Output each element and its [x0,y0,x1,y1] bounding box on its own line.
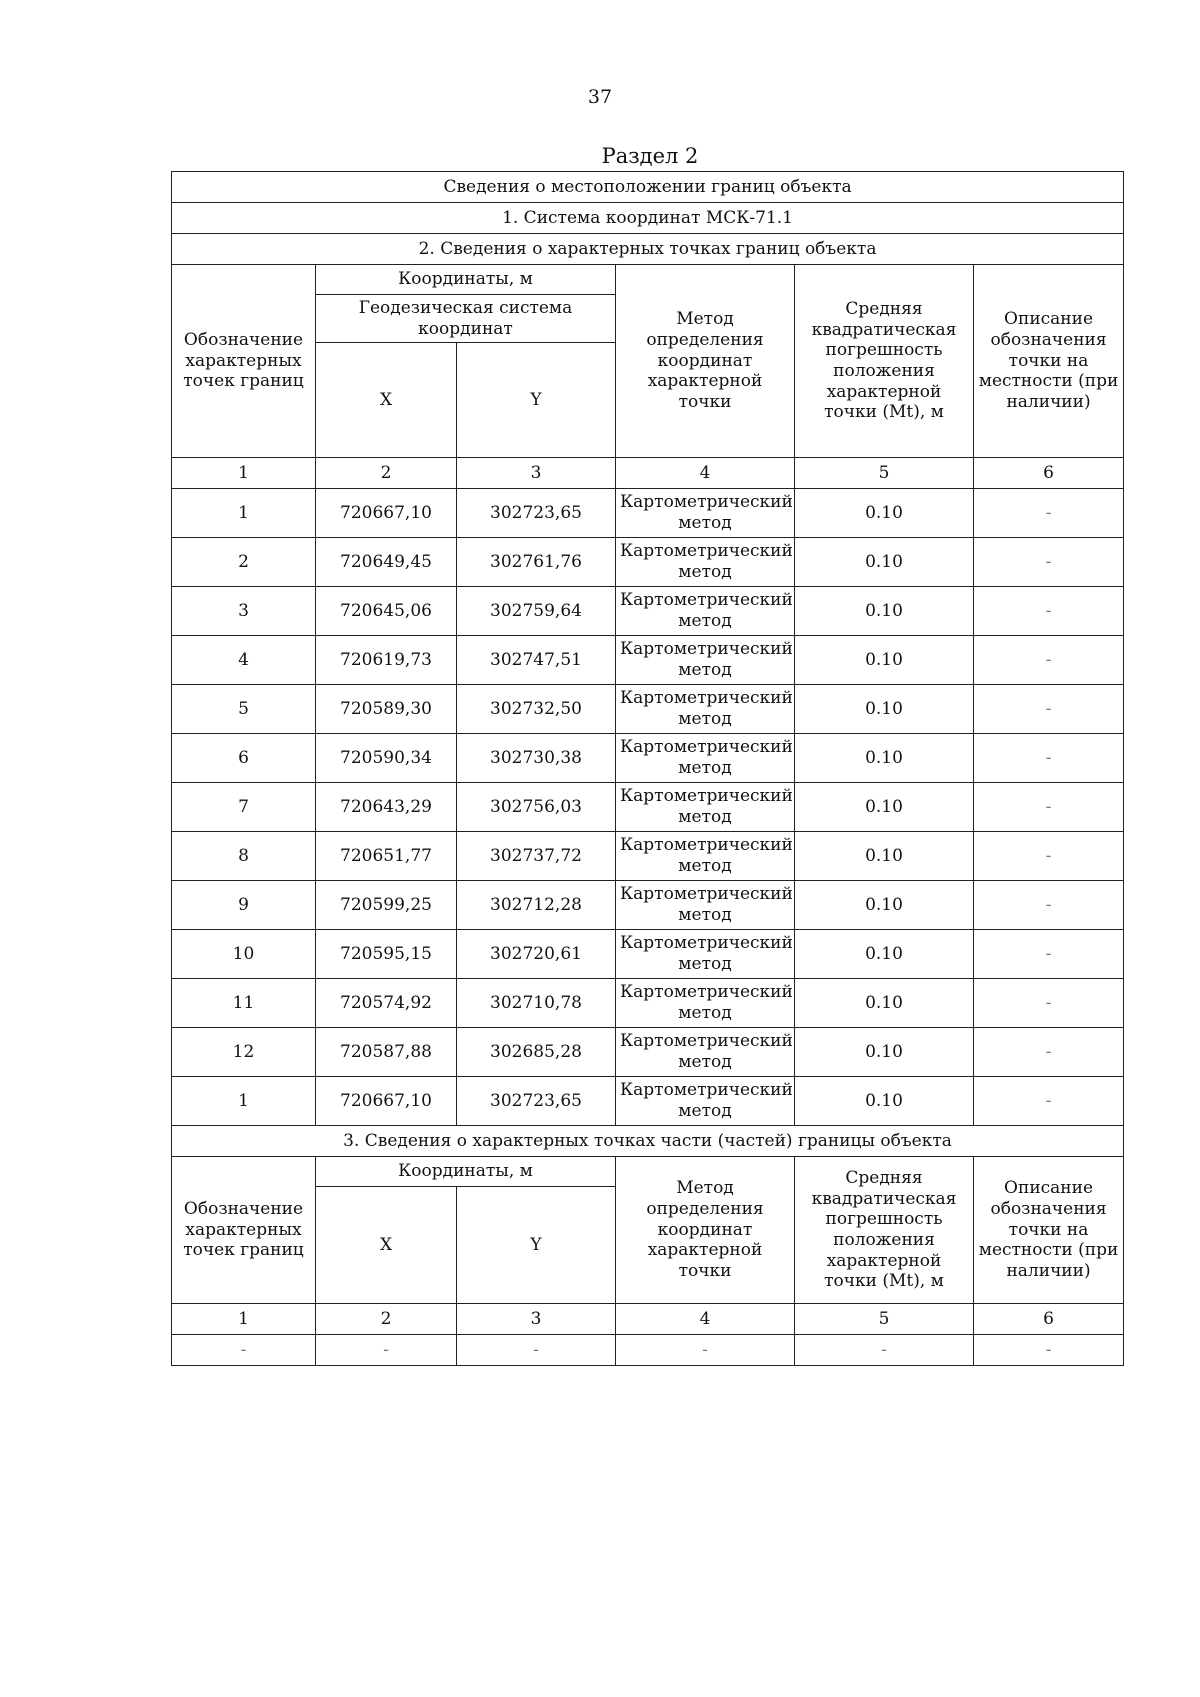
point-cell: 8 [172,832,316,881]
method-cell: Картометрический метод [616,636,795,685]
error-cell: 0.10 [795,734,974,783]
description-cell: - [974,930,1124,979]
empty-cell: - [316,1335,457,1366]
y-cell: 302737,72 [457,832,616,881]
header-description: Описание обозначения точки на местности (при наличии) [974,265,1124,458]
header-x: X [316,343,457,458]
table-title: Сведения о местоположении границ объекта [172,172,1124,203]
y-cell: 302720,61 [457,930,616,979]
method-cell: Картометрический метод [616,538,795,587]
column-number: 6 [974,1304,1124,1335]
table-row [172,881,1124,930]
y-cell: 302747,51 [457,636,616,685]
x-cell: 720651,77 [316,832,457,881]
point-cell: 12 [172,1028,316,1077]
method-cell: Картометрический метод [616,979,795,1028]
column-number: 2 [316,458,457,489]
y-cell: 302730,38 [457,734,616,783]
method-cell: Картометрический метод [616,489,795,538]
error-cell: 0.10 [795,685,974,734]
description-cell: - [974,979,1124,1028]
method-cell: Картометрический метод [616,930,795,979]
header-error: Средняя квадратическая погрешность положения характерной точки (Mt), м [795,1157,974,1304]
error-cell: 0.10 [795,636,974,685]
y-cell: 302723,65 [457,489,616,538]
x-cell: 720619,73 [316,636,457,685]
point-cell: 11 [172,979,316,1028]
description-cell: - [974,881,1124,930]
column-number: 5 [795,1304,974,1335]
description-cell: - [974,587,1124,636]
point-cell: 10 [172,930,316,979]
y-cell: 302761,76 [457,538,616,587]
error-cell: 0.10 [795,538,974,587]
column-number: 5 [795,458,974,489]
header-geodetic: Геодезическая система координат [316,295,616,343]
error-cell: 0.10 [795,979,974,1028]
x-cell: 720667,10 [316,489,457,538]
x-cell: 720667,10 [316,1077,457,1126]
table-row [172,734,1124,783]
method-cell: Картометрический метод [616,881,795,930]
table-row [172,489,1124,538]
page-number: 37 [587,86,613,108]
table-row [172,832,1124,881]
section-title: Раздел 2 [601,144,699,168]
description-cell: - [974,538,1124,587]
table-row [172,587,1124,636]
description-cell: - [974,1028,1124,1077]
header-designation: Обозначение характерных точек границ [172,265,316,458]
empty-cell: - [616,1335,795,1366]
column-number: 1 [172,458,316,489]
point-cell: 9 [172,881,316,930]
empty-cell: - [974,1335,1124,1366]
table-row [172,1077,1124,1126]
x-cell: 720589,30 [316,685,457,734]
table-row [172,783,1124,832]
error-cell: 0.10 [795,832,974,881]
y-cell: 302712,28 [457,881,616,930]
table-row [172,685,1124,734]
header-y: Y [457,1187,616,1304]
table-row [172,538,1124,587]
point-cell: 5 [172,685,316,734]
x-cell: 720590,34 [316,734,457,783]
description-cell: - [974,832,1124,881]
empty-cell: - [795,1335,974,1366]
y-cell: 302723,65 [457,1077,616,1126]
error-cell: 0.10 [795,783,974,832]
coordinate-system: 1. Система координат МСК-71.1 [172,203,1124,234]
method-cell: Картометрический метод [616,832,795,881]
error-cell: 0.10 [795,1077,974,1126]
method-cell: Картометрический метод [616,587,795,636]
table-row [172,1028,1124,1077]
table-row [172,930,1124,979]
method-cell: Картометрический метод [616,783,795,832]
empty-cell: - [172,1335,316,1366]
column-number: 3 [457,458,616,489]
point-cell: 1 [172,1077,316,1126]
header-designation: Обозначение характерных точек границ [172,1157,316,1304]
point-cell: 3 [172,587,316,636]
header-method: Метод определения координат характерной точки [616,1157,795,1304]
point-cell: 2 [172,538,316,587]
x-cell: 720599,25 [316,881,457,930]
description-cell: - [974,734,1124,783]
description-cell: - [974,489,1124,538]
error-cell: 0.10 [795,587,974,636]
empty-cell: - [457,1335,616,1366]
error-cell: 0.10 [795,881,974,930]
method-cell: Картометрический метод [616,685,795,734]
header-x: X [316,1187,457,1304]
column-number: 2 [316,1304,457,1335]
y-cell: 302710,78 [457,979,616,1028]
point-cell: 4 [172,636,316,685]
header-coords: Координаты, м [316,1157,616,1187]
y-cell: 302732,50 [457,685,616,734]
header-description: Описание обозначения точки на местности (при наличии) [974,1157,1124,1304]
header-coords: Координаты, м [316,265,616,295]
column-number: 4 [616,1304,795,1335]
method-cell: Картометрический метод [616,1028,795,1077]
x-cell: 720645,06 [316,587,457,636]
y-cell: 302759,64 [457,587,616,636]
error-cell: 0.10 [795,489,974,538]
point-cell: 7 [172,783,316,832]
x-cell: 720587,88 [316,1028,457,1077]
boundary-table [171,171,1124,1366]
description-cell: - [974,783,1124,832]
x-cell: 720595,15 [316,930,457,979]
method-cell: Картометрический метод [616,734,795,783]
header-method: Метод определения координат характерной точки [616,265,795,458]
description-cell: - [974,636,1124,685]
x-cell: 720649,45 [316,538,457,587]
column-number: 1 [172,1304,316,1335]
header-y: Y [457,343,616,458]
part1-title: 2. Сведения о характерных точках границ объекта [172,234,1124,265]
method-cell: Картометрический метод [616,1077,795,1126]
error-cell: 0.10 [795,1028,974,1077]
part2-title: 3. Сведения о характерных точках части (частей) границы объекта [172,1126,1124,1157]
table-row [172,979,1124,1028]
y-cell: 302685,28 [457,1028,616,1077]
point-cell: 1 [172,489,316,538]
column-number: 3 [457,1304,616,1335]
x-cell: 720643,29 [316,783,457,832]
table-row [172,636,1124,685]
column-number: 6 [974,458,1124,489]
error-cell: 0.10 [795,930,974,979]
header-error: Средняя квадратическая погрешность положения характерной точки (Mt), м [795,265,974,458]
y-cell: 302756,03 [457,783,616,832]
column-number: 4 [616,458,795,489]
x-cell: 720574,92 [316,979,457,1028]
description-cell: - [974,685,1124,734]
description-cell: - [974,1077,1124,1126]
point-cell: 6 [172,734,316,783]
